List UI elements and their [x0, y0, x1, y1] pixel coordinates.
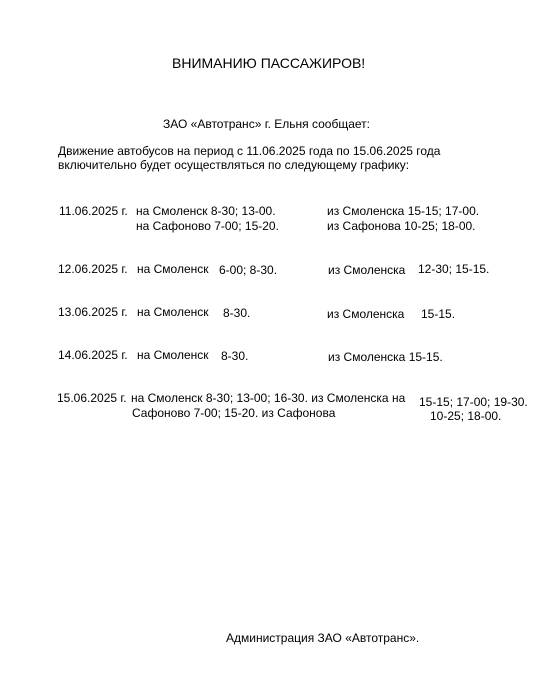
- schedule-date: 13.06.2025 г.: [58, 305, 128, 319]
- outbound-label: на Смоленск: [137, 348, 209, 362]
- return-times-line-2: 10-25; 18-00.: [430, 409, 502, 423]
- return-times: 12-30; 15-15.: [418, 262, 490, 276]
- outbound-times: 8-30.: [223, 306, 251, 320]
- schedule-date: 14.06.2025 г.: [58, 348, 128, 362]
- outbound-times: 6-00; 8-30.: [219, 263, 278, 277]
- page-title: ВНИМАНИЮ ПАССАЖИРОВ!: [172, 55, 366, 71]
- schedule-date: 15.06.2025 г.: [57, 391, 127, 405]
- intro-line-1: Движение автобусов на период с 11.06.2025 года по 15.06.2025 года: [58, 144, 441, 158]
- return-label: из Смоленска: [328, 263, 406, 277]
- return-times-line: из Смоленска 15-15.: [328, 350, 443, 364]
- announcer-line: ЗАО «Автотранс» г. Ельня сообщает:: [163, 117, 370, 131]
- return-times-line-1: из Смоленска 15-15; 17-00.: [327, 204, 480, 218]
- return-times-line-1: 15-15; 17-00; 19-30.: [419, 395, 528, 409]
- return-times: 15-15.: [421, 307, 456, 321]
- schedule-date: 11.06.2025 г.: [59, 204, 128, 218]
- outbound-times-line-2: на Сафоново 7-00; 15-20.: [136, 219, 279, 233]
- combined-times-line-1: на Смоленск 8-30; 13-00; 16-30. из Смоленска на: [131, 391, 406, 405]
- intro-line-2: включительно будет осуществляться по следующему графику:: [58, 158, 410, 172]
- outbound-label: на Смоленск: [137, 262, 209, 276]
- outbound-times: 8-30.: [221, 349, 249, 363]
- outbound-times-line-1: на Смоленск 8-30; 13-00.: [136, 204, 276, 218]
- schedule-date: 12.06.2025 г.: [58, 262, 128, 276]
- return-label: из Смоленска: [327, 307, 405, 321]
- signature: Администрация ЗАО «Автотранс».: [226, 631, 420, 645]
- combined-times-line-2: Сафоново 7-00; 15-20. из Сафонова: [132, 406, 336, 420]
- return-times-line-2: из Сафонова 10-25; 18-00.: [327, 219, 476, 233]
- outbound-label: на Смоленск: [137, 305, 209, 319]
